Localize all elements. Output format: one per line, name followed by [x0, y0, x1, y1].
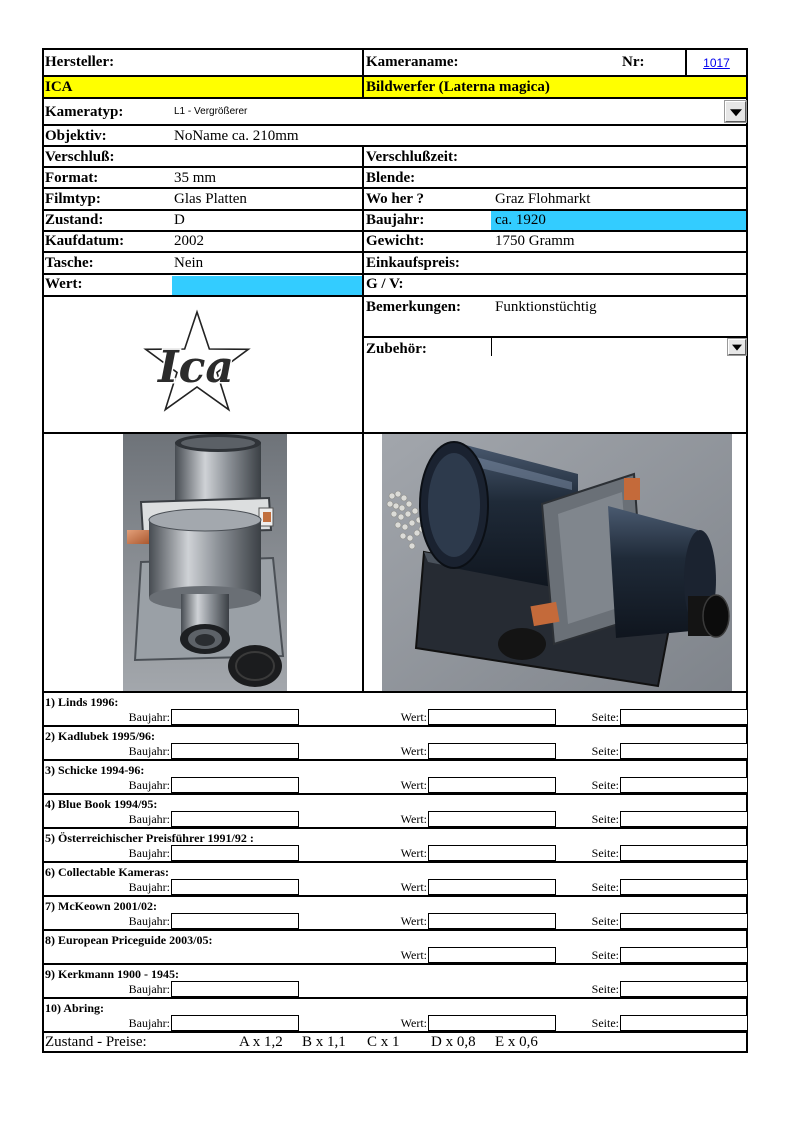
grid-line: [42, 997, 748, 999]
collectable-baujahr-input[interactable]: [171, 879, 299, 895]
zubehoer-label: Zubehör:: [366, 341, 427, 357]
kerkmann-seite-input[interactable]: [620, 981, 748, 997]
price-guide-title: 8) European Priceguide 2003/05:: [45, 933, 213, 947]
linds-wert-input[interactable]: [428, 709, 556, 725]
blende-label: Blende:: [366, 170, 416, 186]
hersteller-value: ICA: [45, 79, 73, 95]
woher-label: Wo her ?: [366, 191, 425, 207]
collectable-wert-input[interactable]: [428, 879, 556, 895]
grid-line: [42, 145, 748, 147]
wert-field-label: Wert:: [400, 1016, 427, 1030]
schicke-seite-input[interactable]: [620, 777, 748, 793]
kameraname-value: Bildwerfer (Laterna magica): [366, 79, 550, 95]
zustand-factor: C x 1: [367, 1034, 400, 1050]
price-guide-title: 3) Schicke 1994-96:: [45, 763, 145, 777]
projector-photo-side: [382, 434, 732, 691]
dropdown-arrow-icon[interactable]: [725, 101, 746, 122]
grid-line: [42, 295, 748, 297]
grid-line: [42, 691, 748, 693]
wert-field-label: Wert:: [400, 880, 427, 894]
gv-label: G / V:: [366, 276, 404, 292]
grid-line: [42, 187, 748, 189]
wert-field-label: Wert:: [400, 948, 427, 962]
nr-label: Nr:: [622, 54, 645, 70]
projector-photo-front: [123, 434, 287, 691]
schicke-baujahr-input[interactable]: [171, 777, 299, 793]
mckeown-wert-input[interactable]: [428, 913, 556, 929]
dropdown-arrow-icon[interactable]: [728, 339, 746, 355]
zustand-value: D: [174, 212, 185, 228]
zubehoer-dropdown[interactable]: [491, 337, 748, 356]
abring-seite-input[interactable]: [620, 1015, 748, 1031]
seite-field-label: Seite:: [591, 948, 619, 962]
grid-line: [42, 861, 748, 863]
baujahr-field-label: Baujahr:: [128, 880, 170, 894]
seite-field-label: Seite:: [591, 982, 619, 996]
mckeown-baujahr-input[interactable]: [171, 913, 299, 929]
grid-line: [42, 725, 748, 727]
hersteller-label: Hersteller:: [45, 54, 115, 70]
tasche-value: Nein: [174, 255, 204, 271]
zustand-factor: A x 1,2: [239, 1034, 283, 1050]
format-label: Format:: [45, 170, 99, 186]
baujahr-field-label: Baujahr:: [128, 982, 170, 996]
projector-lens: [180, 594, 230, 654]
baujahr-field-label: Baujahr:: [128, 710, 170, 724]
kameratyp-dropdown[interactable]: [172, 99, 748, 124]
grid-line: [42, 929, 748, 931]
grid-line: [362, 48, 364, 98]
seite-field-label: Seite:: [591, 914, 619, 928]
logo-lettering: Ica: [158, 342, 234, 393]
seite-field-label: Seite:: [591, 880, 619, 894]
bemerkungen-value: Funktionstüchtig: [495, 299, 597, 315]
abring-baujahr-input[interactable]: [171, 1015, 299, 1031]
price-guide-title: 1) Linds 1996:: [45, 695, 119, 709]
bemerkungen-label: Bemerkungen:: [366, 299, 461, 315]
price-guide-title: 9) Kerkmann 1900 - 1945:: [45, 967, 179, 981]
zustand-factor: B x 1,1: [302, 1034, 346, 1050]
wert-field-label: Wert:: [400, 744, 427, 758]
kadlubek-seite-input[interactable]: [620, 743, 748, 759]
baujahr-field-label: Baujahr:: [128, 846, 170, 860]
price-guide-title: 4) Blue Book 1994/95:: [45, 797, 158, 811]
lens-cap: [228, 645, 282, 687]
seite-field-label: Seite:: [591, 710, 619, 724]
format-value: 35 mm: [174, 170, 217, 186]
bluebook-seite-input[interactable]: [620, 811, 748, 827]
baujahr-field-label: Baujahr:: [128, 914, 170, 928]
baujahr-field-label: Baujahr:: [128, 812, 170, 826]
gewicht-value: 1750 Gramm: [495, 233, 575, 249]
grid-line: [362, 145, 364, 692]
filmtyp-label: Filmtyp:: [45, 191, 101, 207]
seite-field-label: Seite:: [591, 812, 619, 826]
gewicht-label: Gewicht:: [366, 233, 425, 249]
baujahr-value: ca. 1920: [495, 212, 546, 228]
abring-wert-input[interactable]: [428, 1015, 556, 1031]
price-guide-title: 2) Kadlubek 1995/96:: [45, 729, 156, 743]
verschlusszeit-label: Verschlußzeit:: [366, 149, 458, 165]
objektiv-value: NoName ca. 210mm: [174, 128, 299, 144]
kerkmann-baujahr-input[interactable]: [171, 981, 299, 997]
wert-field-label: Wert:: [400, 846, 427, 860]
nr-link[interactable]: 1017: [703, 56, 730, 70]
grid-line: [42, 793, 748, 795]
seite-field-label: Seite:: [591, 744, 619, 758]
linds-seite-input[interactable]: [620, 709, 748, 725]
kadlubek-baujahr-input[interactable]: [171, 743, 299, 759]
oesterreich-baujahr-input[interactable]: [171, 845, 299, 861]
seite-field-label: Seite:: [591, 1016, 619, 1030]
baujahr-field-label: Baujahr:: [128, 744, 170, 758]
kaufdatum-value: 2002: [174, 233, 204, 249]
zustand-factor: E x 0,6: [495, 1034, 538, 1050]
oesterreich-wert-input[interactable]: [428, 845, 556, 861]
grid-line: [42, 251, 748, 253]
grid-line: [42, 759, 748, 761]
grid-line: [42, 895, 748, 897]
wert-label: Wert:: [45, 276, 83, 292]
baujahr-field-label: Baujahr:: [128, 1016, 170, 1030]
seite-field-label: Seite:: [591, 846, 619, 860]
einkaufspreis-label: Einkaufspreis:: [366, 255, 460, 271]
collectable-seite-input[interactable]: [620, 879, 748, 895]
kameratyp-label: Kameratyp:: [45, 104, 124, 120]
schicke-wert-input[interactable]: [428, 777, 556, 793]
filmtyp-value: Glas Platten: [174, 191, 247, 207]
tasche-label: Tasche:: [45, 255, 94, 271]
european-seite-input[interactable]: [620, 947, 748, 963]
zustand-label: Zustand:: [45, 212, 104, 228]
price-guide-title: 10) Abring:: [45, 1001, 105, 1015]
bluebook-wert-input[interactable]: [428, 811, 556, 827]
grid-line: [42, 166, 748, 168]
grid-line: [42, 124, 748, 126]
price-guide-title: 5) Österreichischer Preisführer 1991/92 :: [45, 831, 254, 845]
european-wert-input[interactable]: [428, 947, 556, 963]
wert-field-label: Wert:: [400, 778, 427, 792]
ica-star-logo: [130, 298, 270, 424]
grid-line: [42, 963, 748, 965]
oesterreich-seite-input[interactable]: [620, 845, 748, 861]
wert-field-label: Wert:: [400, 710, 427, 724]
kaufdatum-label: Kaufdatum:: [45, 233, 125, 249]
grid-line: [42, 827, 748, 829]
verschluss-label: Verschluß:: [45, 149, 115, 165]
objektiv-label: Objektiv:: [45, 128, 107, 144]
baujahr-label: Baujahr:: [366, 212, 425, 228]
zustand-preise-label: Zustand - Preise:: [45, 1034, 147, 1050]
zustand-factor: D x 0,8: [431, 1034, 476, 1050]
mckeown-seite-input[interactable]: [620, 913, 748, 929]
wert-field-label: Wert:: [400, 914, 427, 928]
linds-baujahr-input[interactable]: [171, 709, 299, 725]
wert-field-label: Wert:: [400, 812, 427, 826]
woher-value: Graz Flohmarkt: [495, 191, 591, 207]
seite-field-label: Seite:: [591, 778, 619, 792]
price-guide-title: 6) Collectable Kameras:: [45, 865, 169, 879]
projector-lens: [688, 595, 729, 637]
lens-cap: [498, 628, 546, 660]
kadlubek-wert-input[interactable]: [428, 743, 556, 759]
baujahr-field-label: Baujahr:: [128, 778, 170, 792]
bluebook-baujahr-input[interactable]: [171, 811, 299, 827]
price-guide-title: 7) McKeown 2001/02:: [45, 899, 157, 913]
kameraname-label: Kameraname:: [366, 54, 459, 70]
kameratyp-selected: L1 - Vergrößerer: [174, 106, 248, 117]
grid-line: [42, 75, 748, 77]
